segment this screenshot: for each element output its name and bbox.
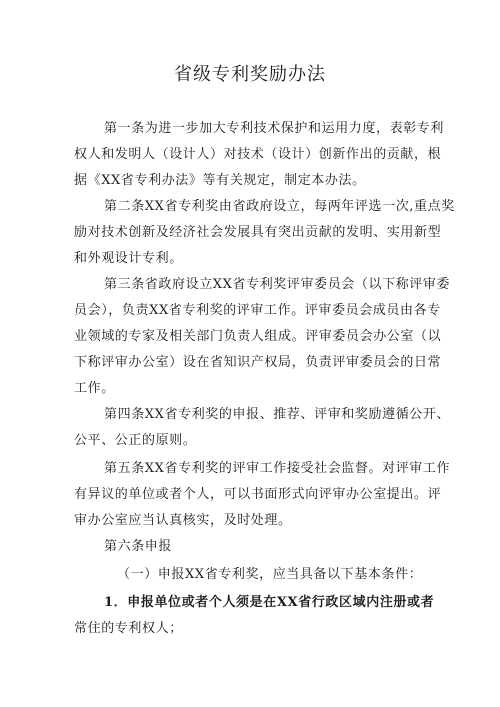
- article-3-line: 员会），负责XX省专利奖的评审工作。评审委员会成员由各专: [74, 303, 441, 318]
- article-3-line: 业领域的专家及相关部门负责人组成。评审委员会办公室（以: [74, 329, 442, 344]
- condition-1-line: 1．申报单位或者个人须是在XX省行政区域内注册或者: [104, 595, 435, 610]
- article-2-line: 和外观设计专利。: [74, 251, 183, 266]
- article-1-line: 第一条为进一步加大专利技术保护和运用力度，表彰专利: [104, 121, 445, 136]
- article-4-line: 第四条XX省专利奖的申报、推荐、评审和奖励遵循公开、: [104, 407, 451, 422]
- article-6: [74, 534, 430, 560]
- article-3-line: 下称评审办公室）设在省知识产权局，负责评审委员会的日常: [74, 355, 442, 370]
- article-5-line: 审办公室应当认真核实，及时处理。: [74, 513, 292, 528]
- article-5: [74, 456, 451, 534]
- article-2-line: 第二条XX省专利奖由省政府设立，每两年评选一次,重点奖: [104, 199, 455, 214]
- article-3-line: 工作。: [74, 381, 115, 396]
- article-2-line: 励对技术创新及经济社会发展具有突出贡献的发明、实用新型: [74, 225, 442, 240]
- article-6-heading: 第六条申报: [104, 539, 173, 554]
- clause-1-line: （一）申报XX省专利奖，应当具备以下基本条件：: [117, 567, 423, 582]
- article-3-line: 第三条省政府设立XX省专利奖评审委员会（以下称评审委: [104, 277, 451, 292]
- article-6-clause-1: [74, 562, 430, 588]
- article-1: [74, 116, 445, 194]
- article-1-line: 权人和发明人（设计人）对技术（设计）创新作出的贡献，根: [74, 147, 442, 162]
- article-3: [74, 272, 451, 402]
- article-2: [74, 194, 455, 272]
- condition-1-line: 常住的专利权人；: [74, 621, 183, 636]
- document-title: 省级专利奖励办法: [174, 64, 326, 85]
- article-4: [74, 402, 451, 454]
- condition-1: [74, 590, 435, 642]
- article-5-line: 有异议的单位或者个人，可以书面形式向评审办公室提出。评: [74, 487, 442, 502]
- article-1-line: 据《XX省专利办法》等有关规定，制定本办法。: [74, 173, 366, 188]
- article-5-line: 第五条XX省专利奖的评审工作接受社会监督。对评审工作: [104, 461, 451, 476]
- article-4-line: 公平、公正的原则。: [74, 433, 197, 448]
